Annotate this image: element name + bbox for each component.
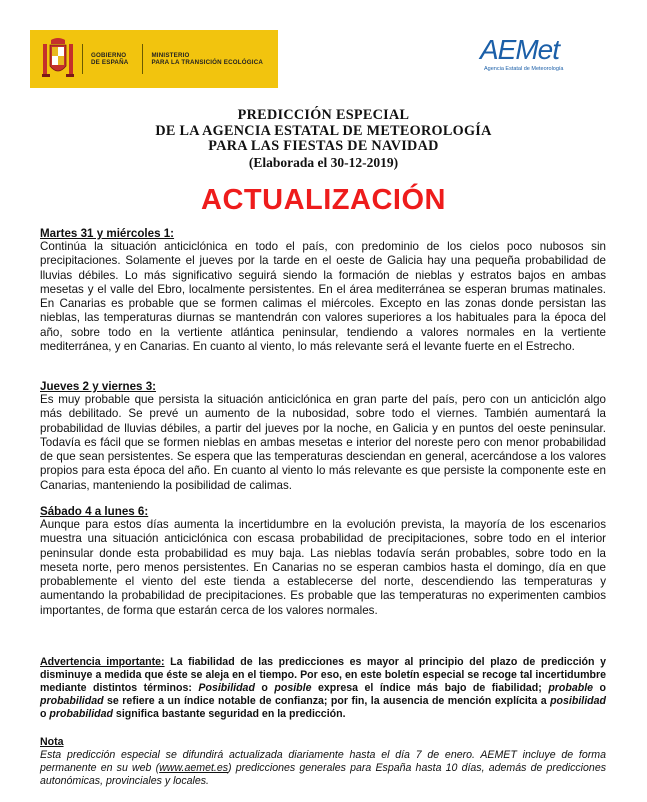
aemet-logo-text: AEMet (480, 34, 560, 65)
footer-note (40, 736, 606, 788)
elaboration-date: (Elaborada el 30-12-2019) (248, 154, 399, 170)
forecast-section-3 (40, 505, 606, 618)
forecast-section-1 (40, 227, 606, 354)
page-header (0, 0, 647, 100)
update-banner: ACTUALIZACIÓN (201, 184, 446, 216)
aemet-subtitle: Agencia Estatal de Meteorología (484, 66, 564, 72)
forecast-section-2 (40, 380, 606, 493)
note-body: Esta predicción especial se difundirá actualizada diariamente hasta el día 7 de enero. AEMET incluye de forma permanente en su web (www.aemet.es) predicciones generales para España hasta 10 días, además de predicciones autonómicas, provinciales y locales. (40, 749, 607, 787)
warning-label: Advertencia importante: (40, 656, 165, 668)
note-heading: Nota (40, 736, 64, 748)
aemet-logo (480, 36, 600, 96)
title-line-2: DE LA AGENCIA ESTATAL DE METEOROLOGÍA (155, 122, 492, 139)
coat-of-arms-icon (40, 36, 76, 82)
section-body: Continúa la situación anticiclónica en todo el país, con predominio de los cielos poco nubosos sin precipitaciones. Solamente el jueves por la tarde en el oeste de Galicia hay una pequeña probabilidad de lluvias débiles. Lo más significativo seguirá siendo la formación de nieblas y estratos bajos en ambas mesetas y el valle del Ebro, localmente persistentes. En el área mediterránea se esperan brumas matinales. En Canarias es probable que se formen calimas el miércoles. Excepto en las zonas donde persistan las nieblas, las temperaturas diurnas se mantendrán con valores superiores a los habituales para la época del año, sobre todo en la vertiente atlántica peninsular, tendiendo a valores normales en la vertiente mediterránea, y en Canarias. En cuanto al viento, lo más relevante será el levante fuerte en el Estrecho. (40, 240, 606, 354)
section-heading: Jueves 2 y viernes 3: (40, 380, 157, 393)
government-name: GOBIERNO DE ESPAÑA (91, 51, 129, 66)
section-body: Aunque para estos días aumenta la incertidumbre en la evolución prevista, la mayoría de los escenarios muestra una situación anticiclónica con escasa probabilidad de precipitaciones, sobre todo en el interior peninsular donde esta probabilidad es muy baja. Las nieblas todavía serán probables, sobre todo en la meseta norte, pero menos persistentes. En Canarias no se esperan cambios hasta el domingo, día en que probablemente el viento del este tienda a establecerse del norte, descendiendo las temperaturas y aumentando la probabilidad de precipitaciones. Es probable que las temperaturas no experimenten cambios importantes, de forma que estarán cerca de los valores normales. (40, 518, 606, 617)
section-heading: Martes 31 y miércoles 1: (40, 227, 175, 240)
title-line-3: PARA LAS FIESTAS DE NAVIDAD (208, 138, 439, 154)
ministry-name: MINISTERIO PARA LA TRANSICIÓN ECOLÓGICA (151, 51, 264, 66)
section-heading: Sábado 4 a lunes 6: (40, 505, 149, 518)
reliability-warning: Advertencia importante: La fiabilidad de las predicciones es mayor al principio del plazo de predicción y disminuye a medida que éste se aleja en el tiempo. Por eso, en este boletín especial se recoge tal incertidumbre mediante distintos términos: Posibilidad o posible expresa el índice más bajo de fiabilidad; probable o probabilidad se refiere a un índice notable de confianza; por fin, la ausencia de mención explícita a posibilidad o probabilidad significa bastante seguridad en la predicción. (40, 656, 607, 720)
section-body: Es muy probable que persista la situación anticiclónica en gran parte del país, pero con un anticiclón algo más debilitado. Se prevé un aumento de la nubosidad, sobre todo el viernes. También aumentará la probabilidad de lluvias débiles, a partir del jueves por la noche, en Galicia y en puntos del oeste peninsular. Todavía es fácil que se formen nieblas en ambas mesetas e interior del noreste pero con menor probabilidad de que sean persistentes. Se espera que las temperaturas desciendan en general, acercándose a los valores propios para esta época del año. En cuanto al viento lo más relevante es que persiste la componente este en Canarias, manteniendo la posibilidad de calimas. (40, 393, 606, 492)
government-logo-block (30, 30, 278, 88)
document-title (0, 108, 647, 170)
title-line-1: PREDICCIÓN ESPECIAL (237, 107, 410, 123)
aemet-website-link[interactable]: www.aemet.es (159, 762, 229, 774)
